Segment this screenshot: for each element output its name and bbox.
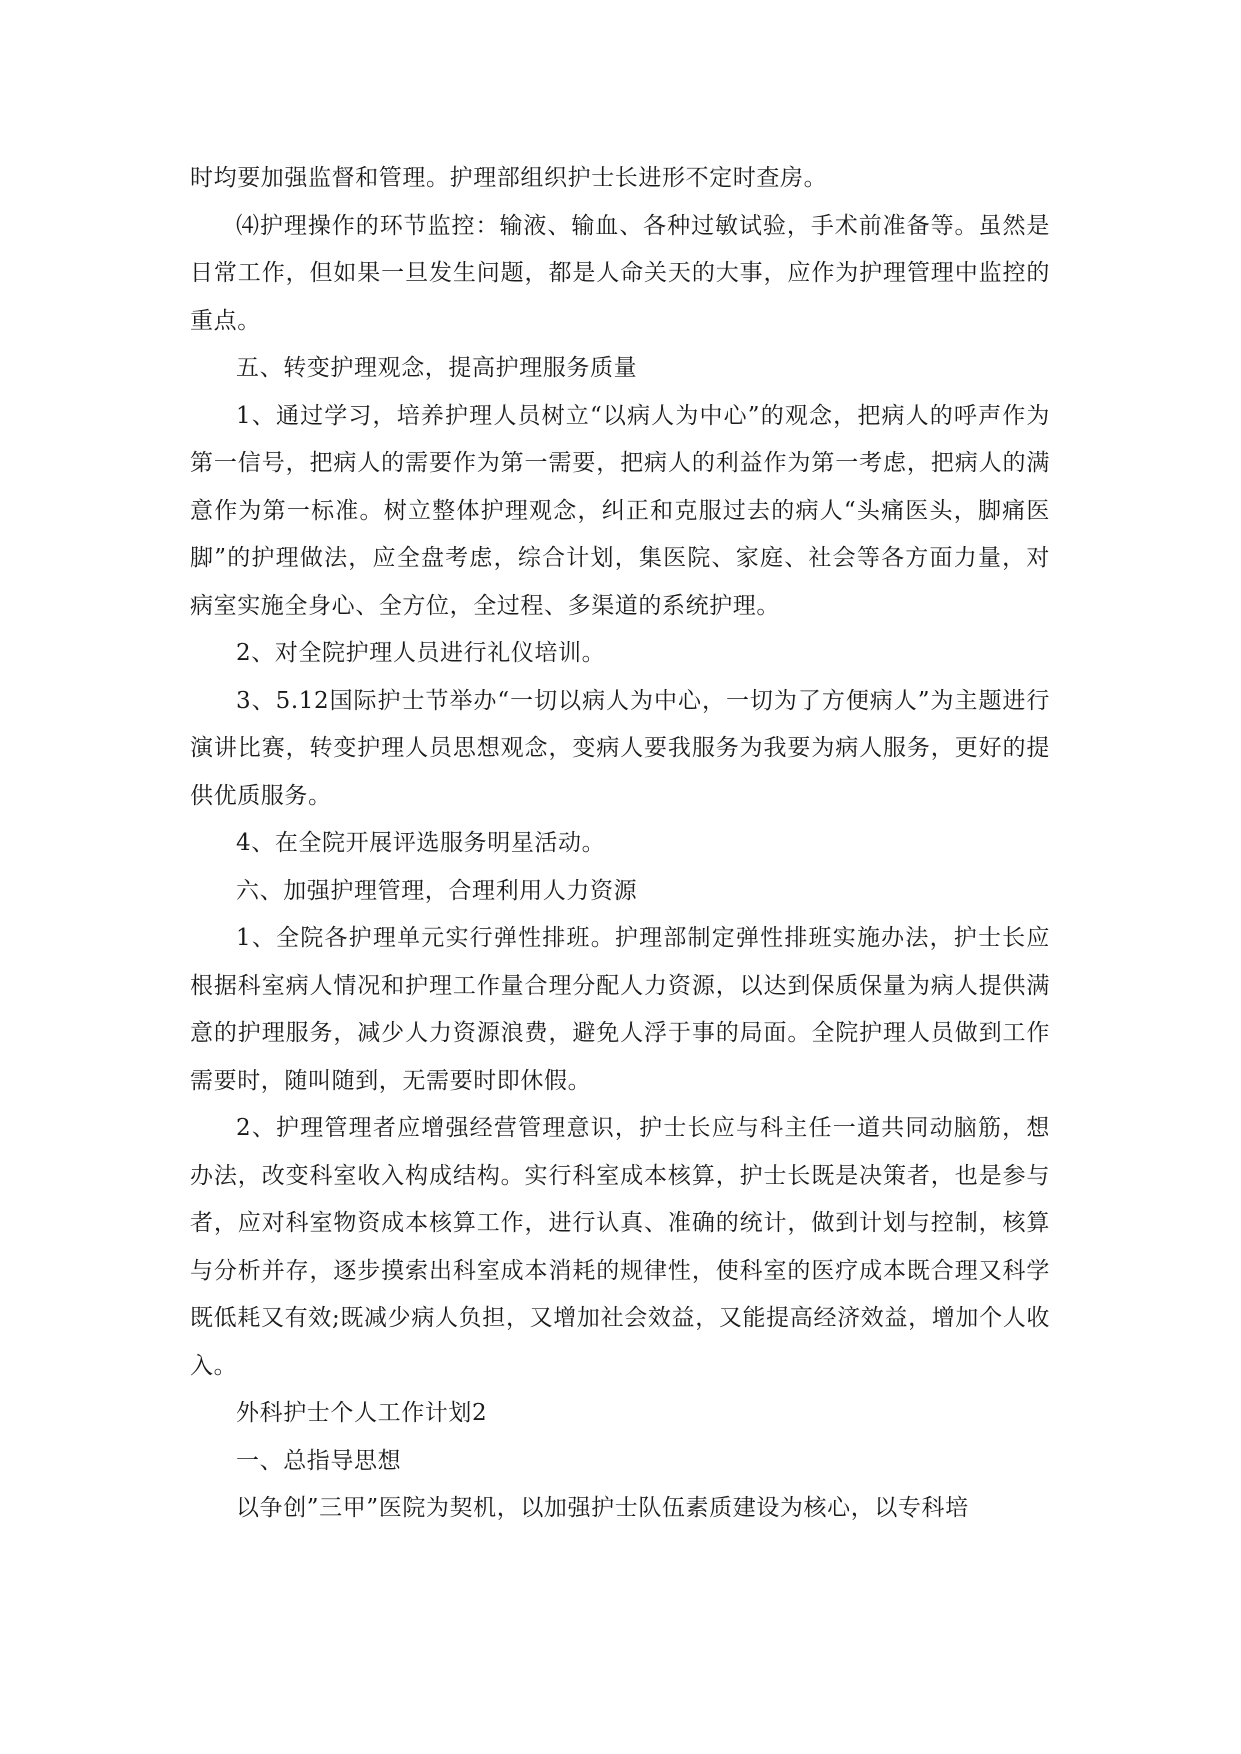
section-heading-five: 五、转变护理观念，提高护理服务质量 bbox=[236, 355, 638, 381]
section-heading-one: 一、总指导思想 bbox=[236, 1447, 402, 1474]
paragraph-flexible-scheduling: 1、全院各护理单元实行弹性排班。护理部制定弹性排班实施办法，护士长应根据科室病人情况和护理工作量合理分配人力资源，以达到保质保量为病人提供满意的护理服务，减少人力资源浪费，避免人浮于事的局面。全院护理人员做到工作需要时，随叫随到，无需要时即休假。 bbox=[190, 925, 1050, 1094]
document-page bbox=[190, 155, 1050, 1533]
section-heading-six: 六、加强护理管理，合理利用人力资源 bbox=[236, 877, 638, 904]
paragraph-etiquette-training: 2、对全院护理人员进行礼仪培训。 bbox=[236, 640, 606, 666]
paragraph-continuation: 时均要加强监督和管理。护理部组织护士长进形不定时查房。 bbox=[190, 165, 828, 191]
paragraph-service-star: 4、在全院开展评选服务明星活动。 bbox=[236, 830, 606, 856]
document-subtitle: 外科护士个人工作计划2 bbox=[236, 1400, 488, 1426]
paragraph-guiding-idea: 以争创”三甲”医院为契机，以加强护士队伍素质建设为核心，以专科培 bbox=[236, 1495, 969, 1521]
paragraph-nurses-day-contest: 3、5.12国际护士节举办“一切以病人为中心，一切为了方便病人”为主题进行演讲比赛，转变护理人员思想观念，变病人要我服务为我要为病人服务，更好的提供优质服务。 bbox=[190, 687, 1050, 809]
paragraph-cost-accounting: 2、护理管理者应增强经营管理意识，护士长应与科主任一道共同动脑筋，想办法，改变科室收入构成结构。实行科室成本核算，护士长既是决策者，也是参与者，应对科室物资成本核算工作，进行认真、准确的统计，做到计划与控制，核算与分析并存，逐步摸索出科室成本消耗的规律性，使科室的医疗成本既合理又科学既低耗又有效;既减少病人负担，又增加社会效益，又能提高经济效益，增加个人收入。 bbox=[190, 1115, 1050, 1379]
paragraph-patient-centered: 1、通过学习，培养护理人员树立“以病人为中心”的观念，把病人的呼声作为第一信号，把病人的需要作为第一需要，把病人的利益作为第一考虑，把病人的满意作为第一标准。树立整体护理观念，纠正和克服过去的病人“头痛医头，脚痛医脚”的护理做法，应全盘考虑，综合计划，集医院、家庭、社会等各方面力量，对病室实施全身心、全方位，全过程、多渠道的系统护理。 bbox=[190, 402, 1050, 619]
paragraph-nursing-operation-monitoring: ⑷护理操作的环节监控：输液、输血、各种过敏试验，手术前准备等。虽然是日常工作，但如果一旦发生问题，都是人命关天的大事，应作为护理管理中监控的重点。 bbox=[190, 212, 1050, 334]
